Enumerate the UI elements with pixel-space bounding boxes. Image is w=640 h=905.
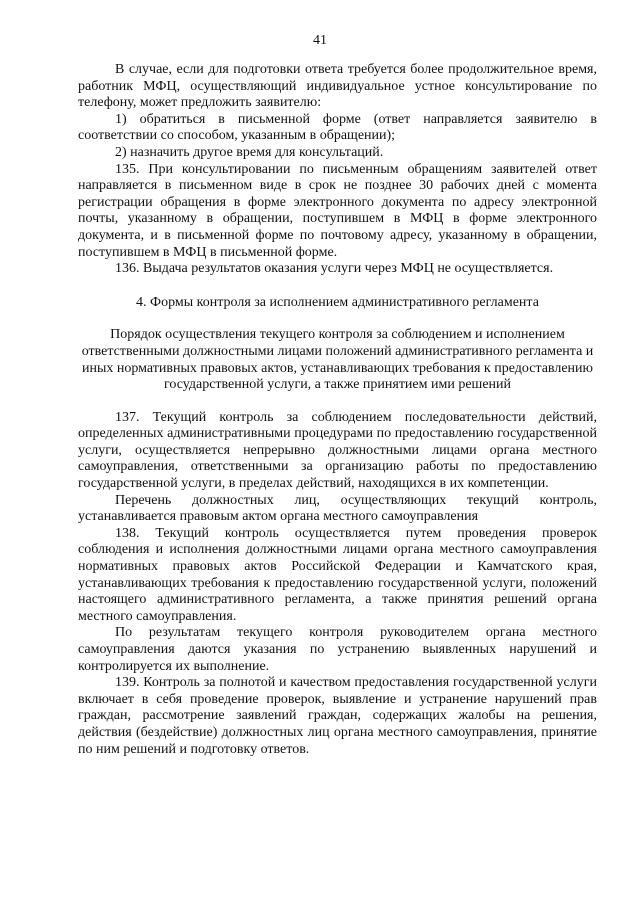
document-body <box>78 62 597 758</box>
paragraph-139: 139. Контроль за полнотой и качеством предоставления государственной услуги включает в себя проведение проверок, выявление и устранение нарушений прав граждан, рассмотрение заявлений граждан, содержащих жалобы на решения, действия (бездействие) должностных лиц органа местного самоуправления, принятие по ним решений и подготовку ответов. <box>78 675 597 757</box>
spacer <box>78 311 597 327</box>
subsection-heading: Порядок осуществления текущего контроля за соблюдением и исполнением ответственными должностными лицами положений административного регламента и иных нормативных правовых актов, устанавливающих требования к предоставлению государственной услуги, а также принятием ими решений <box>81 327 594 393</box>
paragraph-135: 135. При консультировании по письменным обращениям заявителей ответ направляется в письменном виде в срок не позднее 30 рабочих дней с момента регистрации обращения в форме электронного документа по адресу электронной почты, указанному в обращении, поступившем в МФЦ в форме электронного документа, и в письменной форме по почтовому адресу, указанному в обращении, поступившем в МФЦ в письменной форме. <box>78 161 597 260</box>
paragraph-136: 136. Выдача результатов оказания услуги через МФЦ не осуществляется. <box>115 261 554 277</box>
paragraph-option-written: 1) обратиться в письменной форме (ответ направляется заявителю в соответствии со способом, указанным в обращении); <box>78 111 597 144</box>
paragraph-138: 138. Текущий контроль осуществляется путем проведения проверок соблюдения и исполнения должностными лицами органа местного самоуправления нормативных правовых актов Российской Федерации и Камчатского края, устанавливающих требования к предоставлению государственной услуги, положений настоящего административного регламента, а также принятия решений органа местного самоуправления. <box>78 525 597 624</box>
paragraph-control-results: По результатам текущего контроля руководителем органа местного самоуправления даются указания по устранению выявленных нарушений и контролируется их выполнение. <box>78 625 597 674</box>
paragraph-137: 137. Текущий контроль за соблюдением последовательности действий, определенных административными процедурами по предоставлению государственной услуги, осуществляется непрерывно должностными лицами органа местного самоуправления, ответственными за организацию работы по предоставлению государственной услуги, в пределах действий, находящихся в их компетенции. <box>78 409 597 492</box>
section-heading: 4. Формы контроля за исполнением административного регламента <box>136 294 539 310</box>
page-number: 41 <box>313 33 327 48</box>
spacer <box>78 278 597 295</box>
paragraph-officials-list: Перечень должностных лиц, осуществляющих текущий контроль, устанавливается правовым актом органа местного самоуправления <box>78 492 597 525</box>
spacer <box>78 394 597 410</box>
paragraph-consultation-intro: В случае, если для подготовки ответа требуется более продолжительное время, работник МФЦ, осуществляющий индивидуальное устное консультирование по телефону, может предложить заявителю: <box>78 62 597 111</box>
paragraph-option-reschedule: 2) назначить другое время для консультаций. <box>115 144 384 160</box>
